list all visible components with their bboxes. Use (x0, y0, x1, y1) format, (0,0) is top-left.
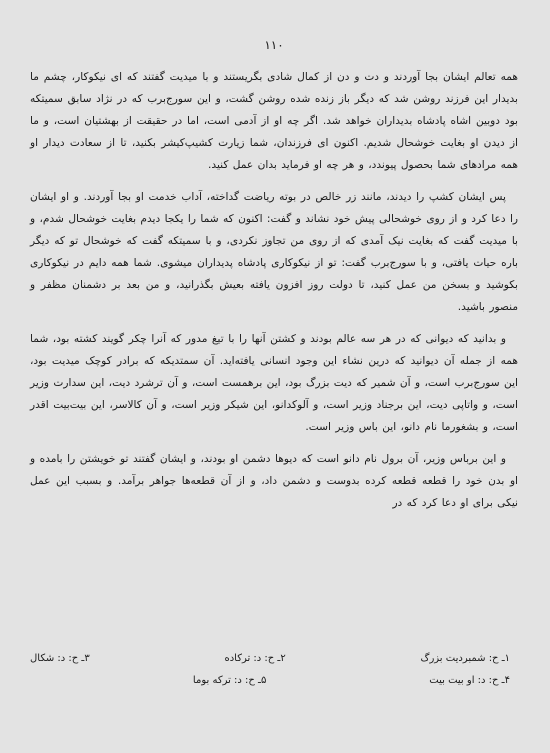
page-number: ۱۱۰ (264, 38, 284, 52)
paragraph-3: و بدانید که دیوانی که در هر سه عالم بودند و کشتن آنها را با تیغ مدور که آنرا چکر گویند کشته بود، شما همه از جمله آن دیوانید که درین نشاء این وجود انسانی یافته‌اید. آن سمتدیکه که برادر کوچک میدیت بود، این سورج‌برب است، و آن شمیر که دیت بزرگ بود، این برهمست است، و آن ترشرد دیت، این سدارت وزیر است، و واتاپی دیت، این برجناد وزیر است، و آلوکدانو، این شیکر وزیر است، و آن کالاسر، این بیت‌بیت اقدر است، و بشغورما نام دانو، این باس وزیر است. (30, 333, 518, 433)
footnote-3: ۳ـ ح: د: شکال (30, 653, 90, 664)
footnotes (30, 648, 510, 692)
footnote-row (30, 670, 510, 692)
footnote-5: ۵ـ ح: د: ترکه بوما (192, 675, 267, 686)
footnote-1: ۱ـ ح: شمبردیت بزرگ (420, 653, 510, 664)
footnote-row (30, 648, 510, 670)
paragraph-1: همه تعالم ایشان بجا آوردند و دت و دن از کمال شادی بگریستند و با میدیت گفتند که ای نیکوکار، چشم ما بدیدار این فرزند روشن شد که دیگر باز زنده شده روشن گشت، و این سورج‌برب که در نژاد سابق سمیتکه بود دوبین اشاه پادشاه بدیداران خواهد شد. اگر چه او از آدمی است، اما در حقیقت از بهشتیان است، و ما از دیدن او بغایت خوشحال شدیم. اکنون ای فرزندان، شما زیارت کشیپ‌کیشر بکنید، تا از سعادت دیدار او همه مرادهای شما بحصول پیوندد، و هر چه او فرماید بدان عمل کنید. (30, 71, 518, 171)
paragraph-4: و این برباس وزیر، آن برول نام دانو است که دیوها دشمن او بودند، و ایشان گفتند تو خویشتن را بامده و او بدن خود را قطعه قطعه کرده بدوست و دشمن داد، و از آن قطعه‌ها جواهر برآمد. و بسبب این عمل نیکی برای او دعا کرد که در (30, 453, 518, 509)
paragraph-2: پس ایشان کشپ را دیدند، مانند زر خالص در بوته رياضت گداخته، آداب خدمت او بجا آوردند. و او ایشان را دعا کرد و از روی خوشحالی پیش خود نشاند و گفت: اکنون که شما را یکجا دیدم بغایت خوشحال شدم، و با میدیت گفت که بغایت نیک آمدی که از روی من تجاوز نکردی، و با سمیتکه گفت که خوشحال تو که دیگر باره حیات یافتی، و با سورج‌برب گفت: تو از نیکوکاری پادشاه پدیداران میشوی. شما همه دایم در نیکوکاری بکوشید و بسخن من عمل کنید، تا دولت روز افزون یافته بعیش بگذرانید، و من بعد بر دشمنان مظفر و منصور باشید. (30, 191, 518, 313)
footnote-4: ۴ـ ح: د: او بیت بیت (429, 675, 510, 686)
footnote-2: ۲ـ ح: د: ترکاده (224, 653, 286, 664)
